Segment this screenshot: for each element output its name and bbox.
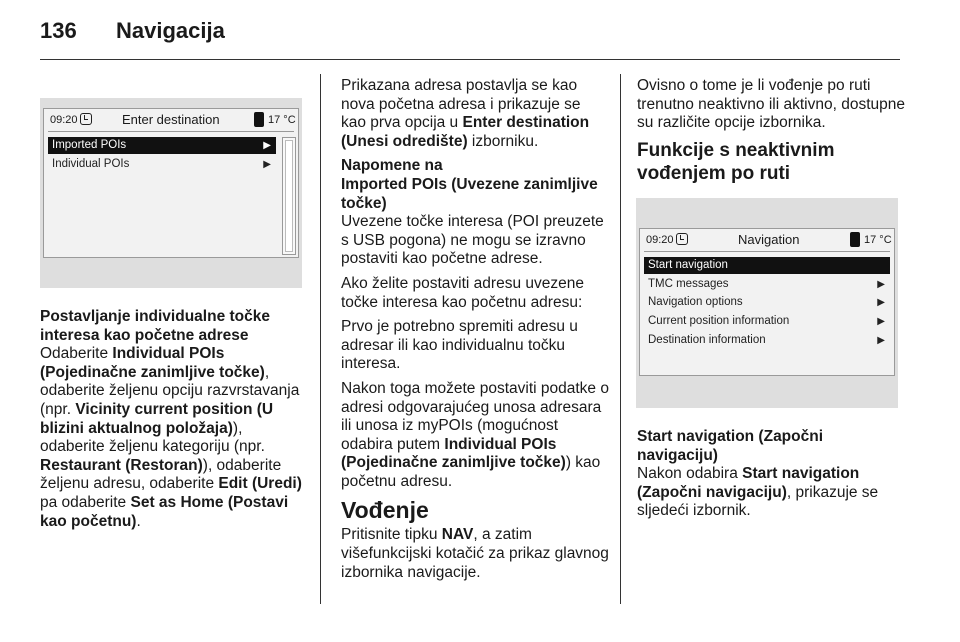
menu-item-imported-pois[interactable] xyxy=(48,137,276,154)
temperature: 17 °C xyxy=(864,234,892,246)
screen-image-enter-destination xyxy=(40,98,302,288)
clock-time: 09:20 xyxy=(646,234,674,246)
paragraph-imported-pois: Uvezene točke interesa (POI preuzete s USB pogona) ne mogu se izravno postaviti kao početne adrese. xyxy=(341,213,604,268)
paragraph-set-imported-as-home: Ako želite postaviti adresu uvezene točke interesa kao početnu adresu: xyxy=(341,274,584,311)
paragraph-home-address-set: Prikazana adresa postavlja se kao nova početna adresa i prikazuje se kao prva opcija u Enter destination (Unesi odredište) izborniku. xyxy=(341,77,590,150)
clock-icon xyxy=(80,113,92,125)
column-divider-2 xyxy=(620,74,621,604)
page-number: 136 xyxy=(40,18,77,43)
heading-guidance: Vođenje xyxy=(341,497,429,524)
subheading-inactive-guidance: Funkcije s neaktivnim vođenjem po ruti xyxy=(637,139,835,184)
menu-item-tmc-messages[interactable] xyxy=(644,276,890,293)
clock-icon xyxy=(676,233,688,245)
menu-item-label: Start navigation xyxy=(648,259,728,271)
status-bar xyxy=(640,229,894,251)
arrow-right-icon: ▶ xyxy=(877,279,885,290)
menu-item-individual-pois[interactable] xyxy=(48,156,276,173)
screen-title: Navigation xyxy=(738,232,800,247)
status-divider xyxy=(48,131,294,132)
paragraph-save-address-first: Prvo je potrebno spremiti adresu u adresar ili kao individualnu točku interesa. xyxy=(341,318,578,373)
note-heading-line-2: Imported POIs (Uvezene zanimljive točke) xyxy=(341,175,598,212)
menu-item-label: Individual POIs xyxy=(52,158,130,170)
menu-item-label: TMC messages xyxy=(648,278,729,290)
menu-item-label: Imported POIs xyxy=(52,139,127,151)
paragraph-menu-options: Ovisno o tome je li vođenje po ruti trenutno neaktivno ili aktivno, dostupne su različite opcije izbornika. xyxy=(637,77,905,132)
clock-time: 09:20 xyxy=(50,114,78,126)
status-divider xyxy=(644,251,890,252)
menu-item-label: Navigation options xyxy=(648,296,743,308)
paragraph-start-navigation: Nakon odabira Start navigation (Započni navigaciju), prikazuje se sljedeći izbornik. xyxy=(637,465,879,520)
phone-icon xyxy=(254,112,264,127)
phone-icon xyxy=(850,232,860,247)
temperature: 17 °C xyxy=(268,114,296,126)
paragraph-press-nav: Pritisnite tipku NAV, a zatim višefunkcijski kotačić za prikaz glavnog izbornika navigacije. xyxy=(341,526,609,581)
menu-item-current-position-information[interactable] xyxy=(644,313,890,330)
arrow-right-icon: ▶ xyxy=(263,159,271,170)
heading-set-individual-poi-home: Postavljanje individualne točke interesa kao početne adrese xyxy=(40,308,270,344)
arrow-right-icon: ▶ xyxy=(263,140,271,151)
arrow-right-icon: ▶ xyxy=(877,297,885,308)
header-divider xyxy=(40,59,900,60)
column-2 xyxy=(341,77,609,588)
screen-title: Enter destination xyxy=(122,112,220,127)
note-heading-line-1: Napomene na xyxy=(341,157,443,175)
arrow-right-icon: ▶ xyxy=(877,335,885,346)
arrow-right-icon: ▶ xyxy=(877,316,885,327)
menu-item-start-navigation[interactable] xyxy=(644,257,890,274)
display-screen xyxy=(43,108,299,258)
column-divider-1 xyxy=(320,74,321,604)
heading-start-navigation: Start navigation (Započni navigaciju) xyxy=(637,428,824,464)
menu-item-label: Current position information xyxy=(648,315,790,327)
status-bar xyxy=(44,109,298,131)
menu-item-destination-information[interactable] xyxy=(644,332,890,349)
paragraph-set-address-data: Nakon toga možete postaviti podatke o adresi odgovarajućeg unosa adresara ili unosa iz myPOIs (mogućnost odabira putem Individual POIs (Pojedinačne zanimljive točke)) kao početnu adresu. xyxy=(341,379,609,490)
column-3 xyxy=(637,77,907,199)
column-3-lower xyxy=(637,428,907,527)
screen-image-navigation xyxy=(636,198,898,408)
menu-item-label: Destination information xyxy=(648,334,766,346)
menu-item-navigation-options[interactable] xyxy=(644,294,890,311)
section-title: Navigacija xyxy=(116,18,225,43)
column-1 xyxy=(40,308,308,537)
paragraph-individual-poi-steps: Odaberite Individual POIs (Pojedinačne zanimljive točke), odaberite željenu opciju razvrstavanja (npr. Vicinity current position (U blizini aktualnog položaja)), odaberite željenu kategoriju (npr. Restaurant (Restoran)), odaberite željenu adresu, odaberite Edit (Uredi) pa odaberite Set as Home (Postavi kao početnu). xyxy=(40,345,302,530)
scrollbar[interactable] xyxy=(282,137,296,255)
display-screen xyxy=(639,228,895,376)
